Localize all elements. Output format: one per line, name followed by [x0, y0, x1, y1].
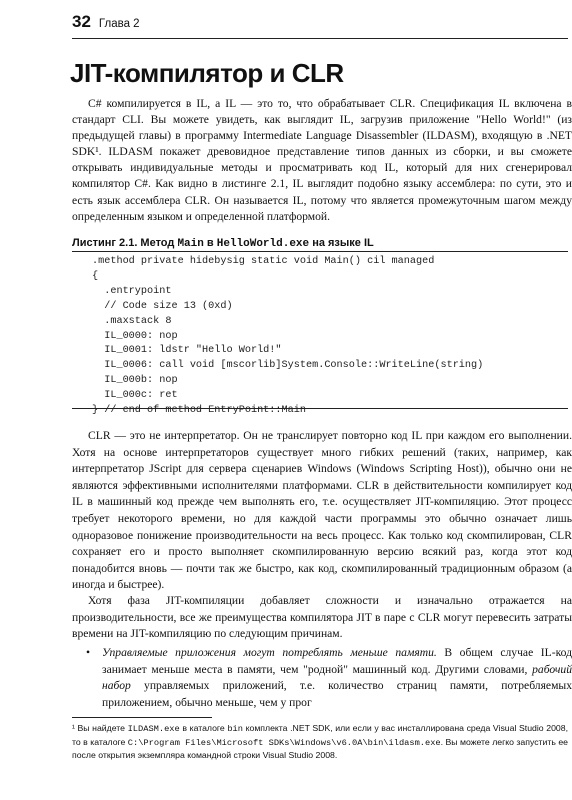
- footnote-text: комплекта .NET SDK, или если у вас инсталлирована среда Visual Studio 2008, то в каталоге: [72, 723, 568, 747]
- paragraph-2-text: CLR — это не интерпретатор. Он не транслирует повторно код IL при каждом его выполнении. Хотя на основе интерпретаторов существует много гибких решений (таких, например, как интерпретатор JScript для сервера сценариев Windows (Windows Scripting Host)), обычно они не являются эффективными исполнителями платформами. CLR в действительности компилирует код IL в машинный код прежде чем выполнять его, т.е. осуществляет JIT-компиляцию. Этот процесс требует некоторого времени, но для каждой части программы это обычно означает лишь одноразовое понижение производительности на весь процесс. Как только код скомпилирован, CLR сохраняет его и просто выполняет скомпилированную версию всякий раз, когда этот код понадобится вновь — почти так же быстро, как код, скомпилированный традиционным образом (а иногда и быстрее).: [72, 429, 572, 592]
- code-line: .entrypoint: [92, 285, 172, 297]
- code-line: IL_0000: nop: [92, 330, 178, 342]
- bullet-text-b: управляемых приложений, т.е. количество страниц памяти, потребляемых приложением, обычно меньше, чем у прог: [102, 679, 572, 709]
- code-line: IL_000b: nop: [92, 375, 178, 387]
- code-line: .method private hidebysig static void Main() cil managed: [92, 256, 435, 267]
- paragraph-1-text: C# компилируется в IL, а IL — это то, что обрабатывает CLR. Спецификация IL включена в стандарт CLI. Вы можете увидеть, как выглядит IL, загрузив приложение "Hello World!" (из предыдущей главы) в программу Intermediate Language Disassembler (ILDASM), входящую в .NET SDK¹. ILDASM покажет древовидное представление типов данных из сборки, и вы сможете открывать индивидуальные методы и просматривать код IL, который для них сгенерировал компилятор C#. Как видно в листинге 2.1, IL выглядит подобно языку ассемблера: по сути, это и есть язык ассемблера CLR. Он называется IL, потому что является промежуточным шагом между определенным языком и определенной платформой.: [72, 97, 572, 223]
- caption-suffix: на языке IL: [309, 237, 374, 249]
- listing-caption: [72, 237, 374, 250]
- code-line: // Code size 13 (0xd): [92, 300, 233, 312]
- caption-code-file: HelloWorld.exe: [216, 238, 310, 250]
- header-rule: [72, 38, 568, 39]
- bullet-text: [102, 645, 572, 711]
- running-head: [72, 12, 140, 36]
- body-paragraph-3: [72, 593, 572, 643]
- caption-code-main: Main: [177, 238, 204, 250]
- caption-prefix: Листинг 2.1. Метод: [72, 237, 178, 249]
- footnote-code: ILDASM.exe: [127, 724, 180, 734]
- footnote-rule: [72, 717, 212, 718]
- bullet-item: [72, 645, 572, 711]
- footnote-marker: ¹: [72, 723, 75, 733]
- body-paragraph-2: [72, 428, 572, 594]
- footnote-code: C:\Program Files\Microsoft SDKs\Windows\v6.0A\bin\ildasm.exe: [127, 737, 441, 748]
- chapter-label: Глава 2: [98, 18, 140, 30]
- code-line: .maxstack 8: [92, 315, 172, 327]
- footnote-text: Вы найдете: [74, 723, 128, 733]
- code-line: IL_0006: call void [mscorlib]System.Console::WriteLine(string): [92, 360, 484, 372]
- footnote: [72, 722, 568, 762]
- bullet-lead: Управляемые приложения могут потреблять меньше памяти.: [102, 646, 437, 659]
- caption-mid: в: [203, 237, 217, 249]
- page-number: 32: [72, 12, 91, 31]
- footnote-text: . Вы можете легко запустить ее после открытия экземпляра командной строки Visual Studio 2008.: [72, 736, 568, 761]
- footnote-code: bin: [227, 724, 243, 734]
- section-title: JIT-компилятор и CLR: [70, 58, 344, 88]
- code-line: {: [92, 270, 99, 282]
- code-line: IL_000c: ret: [92, 390, 178, 402]
- bullet-emphasis: рабочий набор: [102, 662, 572, 693]
- paragraph-3-text: Хотя фаза JIT-компиляции добавляет сложности и изначально отражается на производительности, все же преимущества компилятора JIT в паре с CLR могут перевесить затраты времени на JIT-компиляцию по следующим причинам.: [72, 594, 572, 641]
- code-listing: [72, 251, 568, 417]
- code-line: } // end of method EntryPoint::Main: [92, 405, 306, 417]
- bullet-text-a: В общем случае IL-код занимает меньше места в памяти, чем "родной" машинный код. Другими словами,: [102, 646, 572, 676]
- code-line: IL_0001: ldstr "Hello World!": [92, 345, 282, 357]
- bullet-icon: •: [86, 646, 91, 659]
- body-paragraph-1: [72, 96, 572, 225]
- footnote-text: в каталоге: [179, 723, 228, 733]
